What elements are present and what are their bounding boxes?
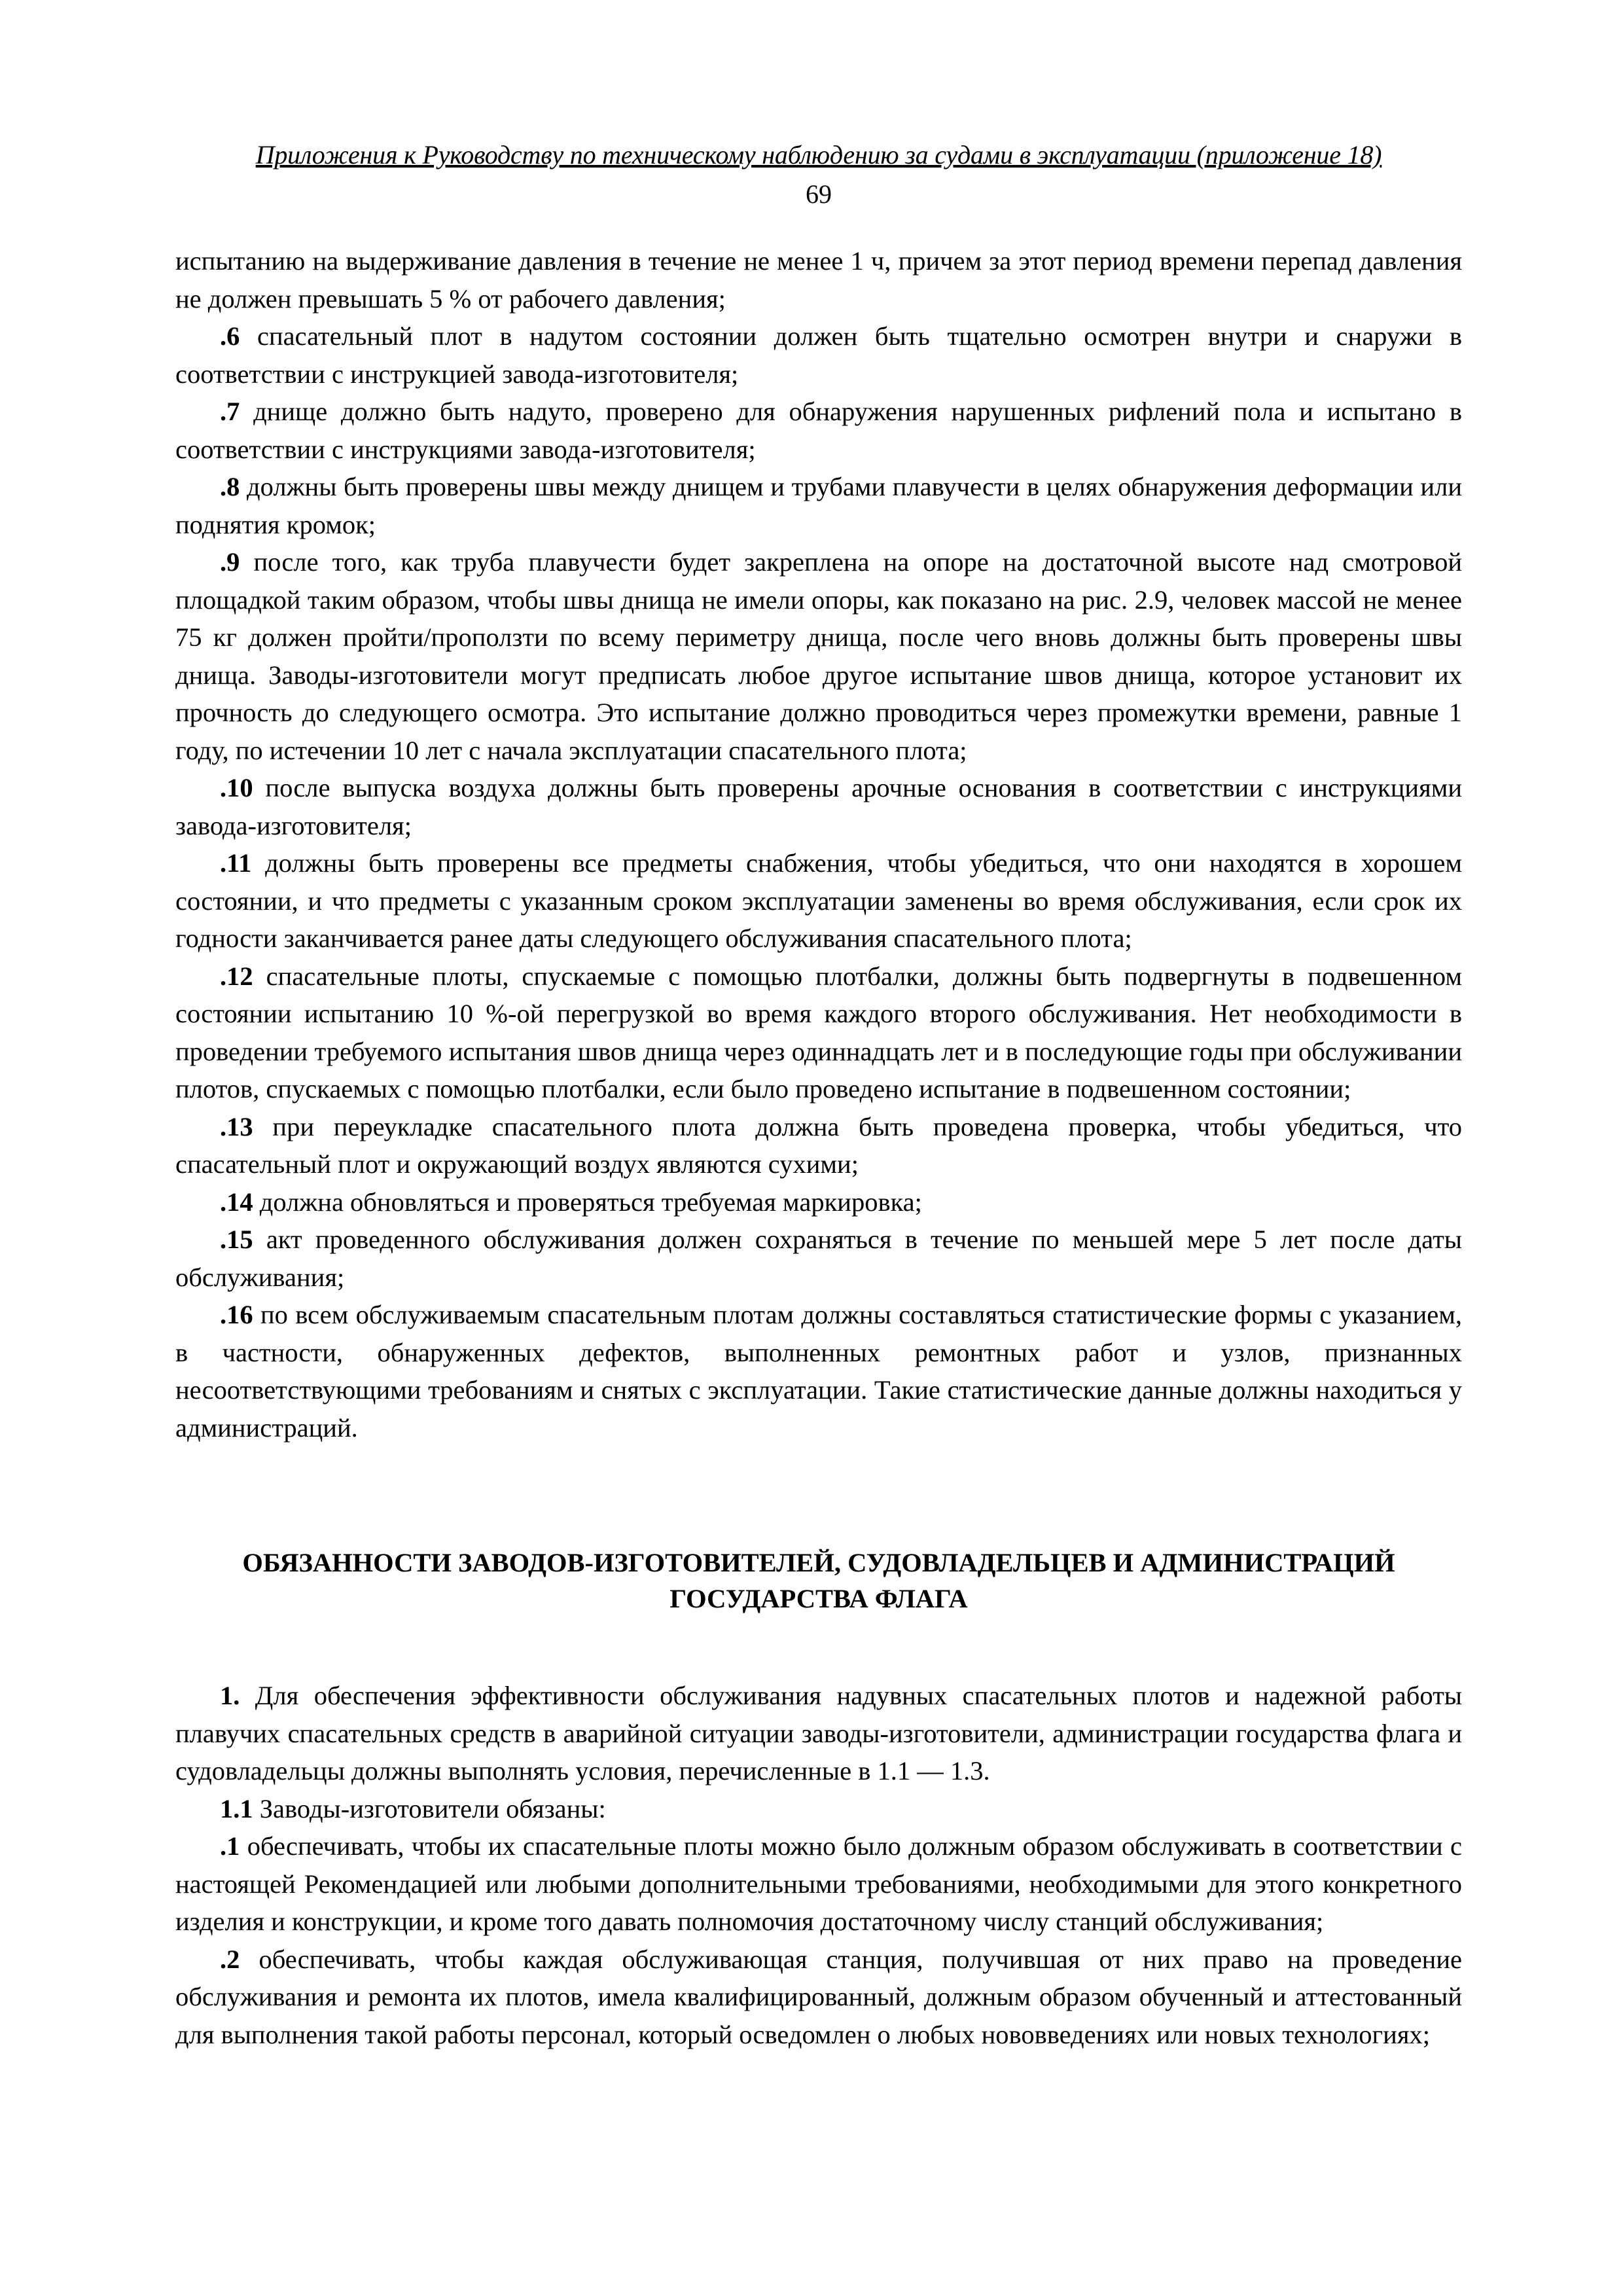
item-number: .9 xyxy=(220,547,240,577)
list-item xyxy=(175,958,1462,1108)
list-item xyxy=(175,1941,1462,2054)
list-item xyxy=(175,844,1462,958)
item-number: .15 xyxy=(220,1225,253,1254)
item-number: 1. xyxy=(220,1681,240,1710)
list-item xyxy=(175,1183,1462,1221)
item-text: спасательные плоты, спускаемые с помощью плотбалки, должны быть подвергнуты в подвешенном состоянии испытанию 10 %-ой перегрузкой во время каждого второго обслуживания. Нет необходимости в проведении требуемого испытания швов днища через одиннадцать лет и в последующие годы при обслуживании плотов, спускаемых с помощью плотбалки, если было проведено испытание в подвешенном состоянии; xyxy=(175,961,1462,1103)
item-text: должны быть проверены все предметы снабжения, чтобы убедиться, что они находятся в хорошем состоянии, и что предметы с указанным сроком эксплуатации заменены во время обслуживания, если срок их годности заканчивается ранее даты следующего обслуживания спасательного плота; xyxy=(175,848,1462,953)
item-number: .11 xyxy=(220,848,252,878)
list-item xyxy=(175,543,1462,769)
page-number: 69 xyxy=(806,179,832,209)
item-number: .10 xyxy=(220,773,253,802)
item-text: Для обеспечения эффективности обслуживания надувных спасательных плотов и надежной работы плавучих спасательных средств в аварийной ситуации заводы-изготовители, администрации государства флага и судовладельцы должны выполнять условия, перечисленные в 1.1 — 1.3. xyxy=(175,1681,1462,1785)
item-number: .1 xyxy=(220,1831,240,1861)
section-spacer xyxy=(175,1446,1462,1545)
list-item xyxy=(175,769,1462,844)
running-header-title: Приложения к Руководству по техническому наблюдению за судами в эксплуатации (приложение 18) xyxy=(255,140,1382,170)
item-number: 1.1 xyxy=(220,1793,253,1823)
item-number: .12 xyxy=(220,961,253,991)
item-number: .7 xyxy=(220,397,240,426)
body-text-bottom xyxy=(175,1677,1462,2053)
list-item xyxy=(175,1827,1462,1941)
paragraph-text: испытанию на выдерживание давления в течение не менее 1 ч, причем за этот период времени перепад давления не должен превышать 5 % от рабочего давления; xyxy=(175,246,1462,314)
list-item xyxy=(175,1677,1462,1790)
item-text: после того, как труба плавучести будет закреплена на опоре на достаточной высоте над смотровой площадкой таким образом, чтобы швы днища не имели опоры, как показано на рис. 2.9, человек массой не менее 75 кг должен пройти/проползти по всему периметру днища, после чего вновь должны быть проверены швы днища. Заводы-изготовители могут предписать любое другое испытание швов днища, которое установит их прочность до следующего осмотра. Это испытание должно проводиться через промежутки времени, равные 1 году, по истечении 10 лет с начала эксплуатации спасательного плота; xyxy=(175,547,1462,765)
item-text: днище должно быть надуто, проверено для обнаружения нарушенных рифлений пола и испытано в соответствии с инструкциями завода-изготовителя; xyxy=(175,397,1462,464)
item-text: обеспечивать, чтобы их спасательные плоты можно было должным образом обслуживать в соответствии с настоящей Рекомендацией или любыми дополнительными требованиями, необходимыми для этого конкретного изделия и конструкции, и кроме того давать полномочия достаточному числу станций обслуживания; xyxy=(175,1831,1462,1936)
item-number: .13 xyxy=(220,1111,253,1141)
list-item xyxy=(175,468,1462,543)
list-item xyxy=(175,1790,1462,1828)
page-content xyxy=(175,139,1462,2053)
item-number: .2 xyxy=(220,1944,240,1974)
item-text: акт проведенного обслуживания должен сохраняться в течение по меньшей мере 5 лет после даты обслуживания; xyxy=(175,1225,1462,1292)
item-text: Заводы-изготовители обязаны: xyxy=(253,1793,606,1823)
list-item xyxy=(175,1221,1462,1296)
item-text: при переукладке спасательного плота должна быть проведена проверка, чтобы убедиться, что спасательный плот и окружающий воздух являются сухими; xyxy=(175,1111,1462,1179)
item-number: .6 xyxy=(220,321,240,351)
item-text: должна обновляться и проверяться требуемая маркировка; xyxy=(253,1187,922,1217)
item-number: .8 xyxy=(220,472,240,501)
item-text: должны быть проверены швы между днищем и трубами плавучести в целях обнаружения деформации или поднятия кромок; xyxy=(175,472,1462,539)
section-heading-line-1: ОБЯЗАННОСТИ ЗАВОДОВ-ИЗГОТОВИТЕЛЕЙ, СУДОВЛАДЕЛЬЦЕВ И АДМИНИСТРАЦИЙ xyxy=(242,1548,1395,1577)
item-text: спасательный плот в надутом состоянии должен быть тщательно осмотрен внутри и снаружи в соответствии с инструкцией завода-изготовителя; xyxy=(175,321,1462,389)
list-item xyxy=(175,1108,1462,1183)
item-number: .16 xyxy=(220,1300,253,1329)
item-number: .14 xyxy=(220,1187,253,1217)
list-item xyxy=(175,393,1462,468)
item-text: по всем обслуживаемым спасательным плотам должны составляться статистические формы с указанием, в частности, обнаруженных дефектов, выполненных ремонтных работ и узлов, признанных несоответствующими требованиям и снятых с эксплуатации. Такие статистические данные должны находиться у администраций. xyxy=(175,1300,1462,1443)
item-text: обеспечивать, чтобы каждая обслуживающая станция, получившая от них право на проведение обслуживания и ремонта их плотов, имела квалифицированный, должным образом обученный и аттестованный для выполнения такой работы персонал, который осведомлен о любых нововведениях или новых технологиях; xyxy=(175,1944,1462,2049)
section-heading-line-2: ГОСУДАРСТВА ФЛАГА xyxy=(669,1584,968,1613)
list-item xyxy=(175,1296,1462,1446)
item-text: после выпуска воздуха должны быть проверены арочные основания в соответствии с инструкциями завода-изготовителя; xyxy=(175,773,1462,840)
body-text-top xyxy=(175,242,1462,1446)
paragraph-continued xyxy=(175,242,1462,317)
list-item xyxy=(175,317,1462,393)
section-heading xyxy=(175,1545,1462,1617)
